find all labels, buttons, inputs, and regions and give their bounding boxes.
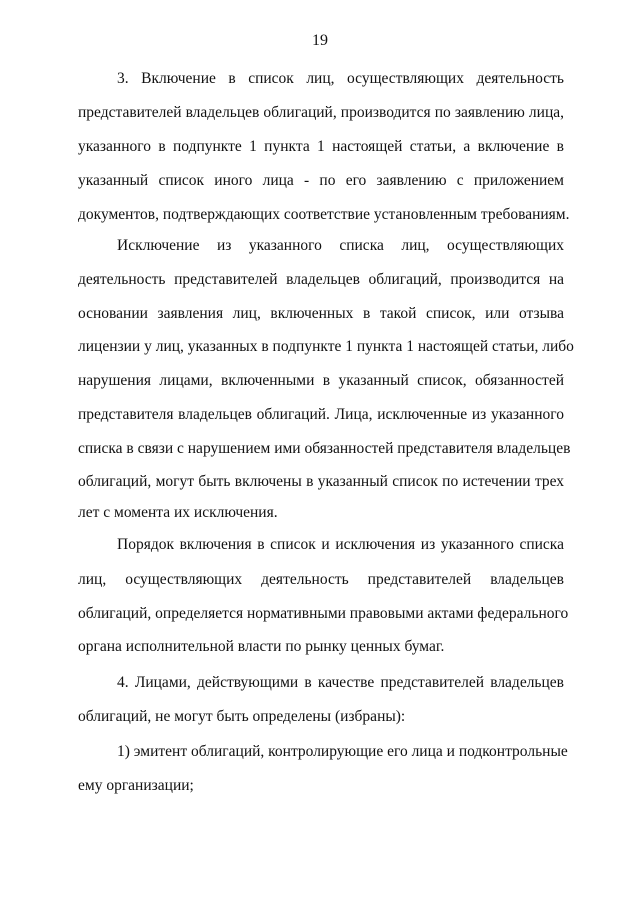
text-line: лиц, осуществляющих деятельность представителей владельцев — [78, 571, 564, 588]
text-line: органа исполнительной власти по рынку ценных бумаг. — [78, 638, 445, 655]
text-line: 3. Включение в список лиц, осуществляющих деятельность — [117, 70, 564, 87]
text-line: нарушения лицами, включенными в указанный список, обязанностей — [78, 372, 564, 389]
text-line: облигаций, могут быть включены в указанный список по истечении трех — [78, 473, 564, 490]
text-line: 4. Лицами, действующими в качестве представителей владельцев — [117, 674, 564, 691]
text-line: представителей владельцев облигаций, производится по заявлению лица, — [78, 104, 564, 121]
text-line: облигаций, не могут быть определены (избраны): — [78, 708, 406, 725]
text-line: Порядок включения в список и исключения из указанного списка — [117, 536, 564, 553]
text-line: списка в связи с нарушением ими обязанностей представителя владельцев — [78, 440, 571, 457]
text-line: указанный список иного лица - по его заявлению с приложением — [78, 172, 564, 189]
text-line: деятельность представителей владельцев облигаций, производится на — [78, 271, 564, 288]
text-line: лет с момента их исключения. — [78, 504, 278, 521]
text-line: основании заявления лиц, включенных в такой список, или отзыва — [78, 305, 564, 322]
text-line: 1) эмитент облигаций, контролирующие его лица и подконтрольные — [117, 743, 568, 760]
text-line: ему организации; — [78, 777, 194, 794]
text-line: представителя владельцев облигаций. Лица, исключенные из указанного — [78, 406, 564, 423]
text-line: документов, подтверждающих соответствие установленным требованиям. — [78, 206, 570, 223]
page-number: 19 — [312, 32, 328, 49]
text-line: указанного в подпункте 1 пункта 1 настоящей статьи, а включение в — [78, 138, 564, 155]
text-line: облигаций, определяется нормативными правовыми актами федерального — [78, 605, 569, 622]
text-line: Исключение из указанного списка лиц, осуществляющих — [117, 237, 564, 254]
text-line: лицензии у лиц, указанных в подпункте 1 пункта 1 настоящей статьи, либо — [78, 338, 574, 355]
